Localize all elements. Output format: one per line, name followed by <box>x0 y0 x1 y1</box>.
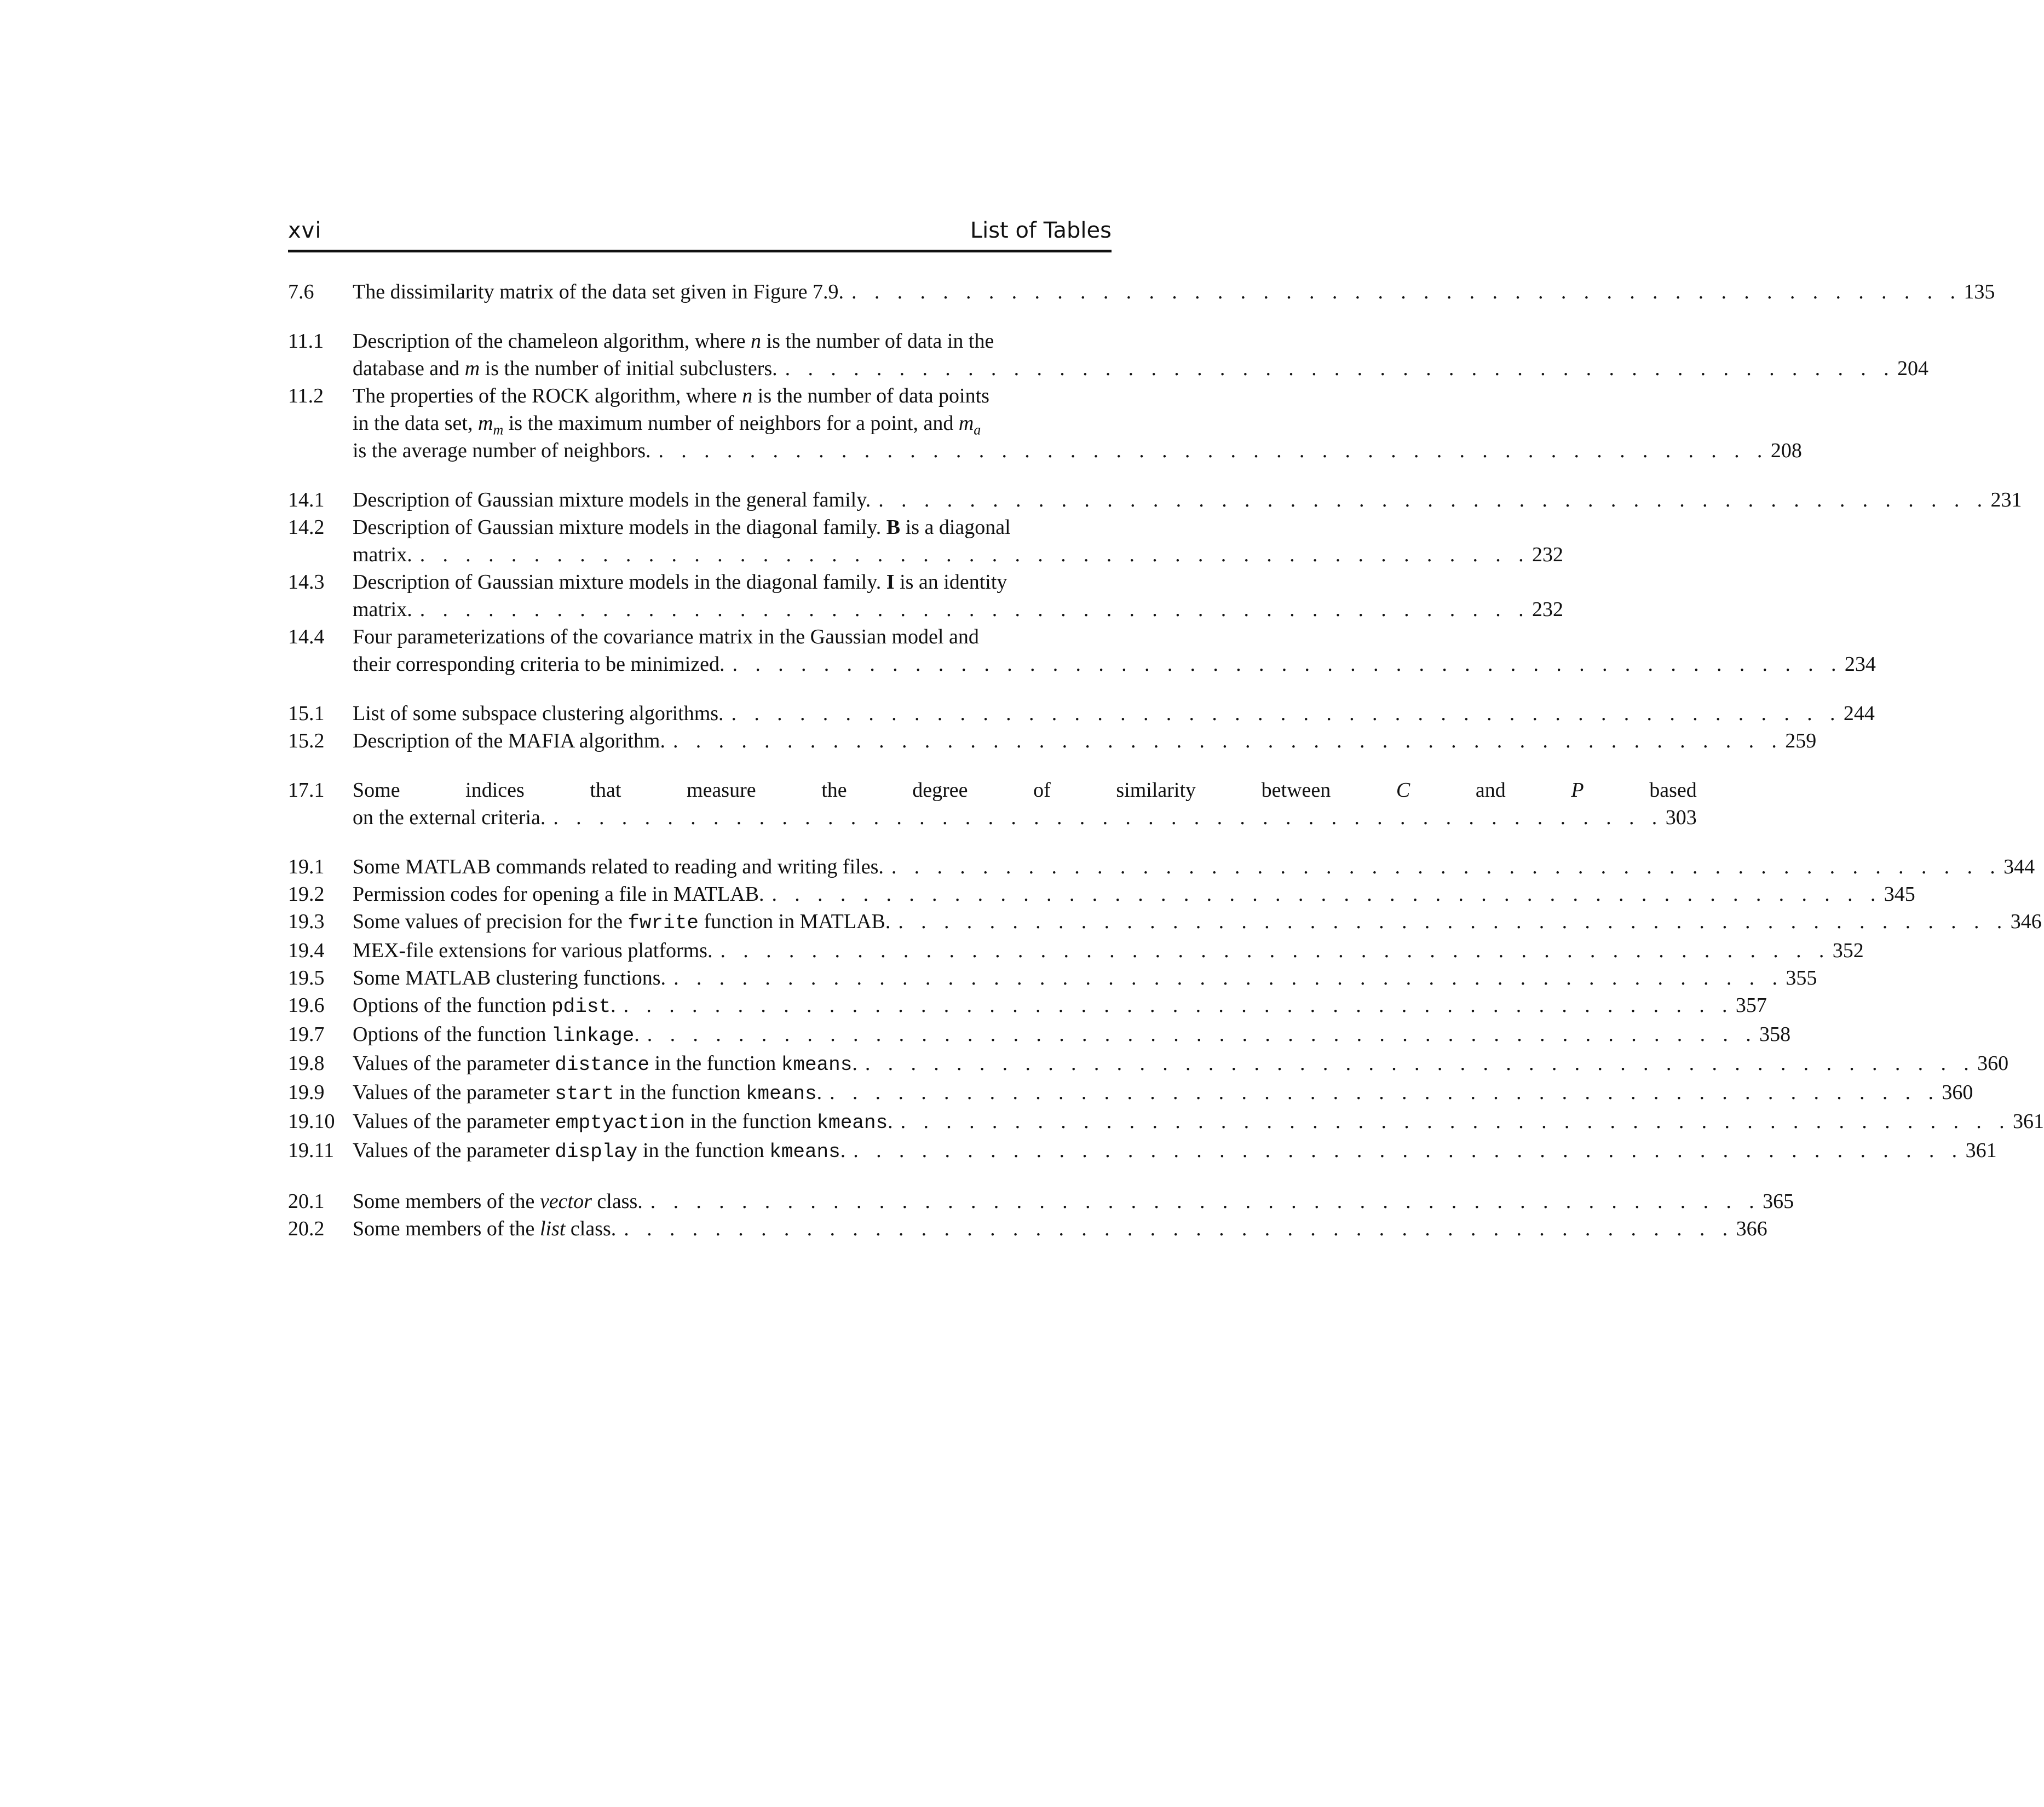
table-number: 15.1 <box>288 702 325 725</box>
leader-dots: . . . . . . . . . . . . . . . . . . . . . . . . . . . . . . . . . . . . . . . . . . . . . . . . . <box>623 994 1734 1017</box>
page-ref: 231 <box>1990 488 2022 511</box>
table-number: 19.7 <box>288 1023 325 1046</box>
table-number: 19.8 <box>288 1052 325 1075</box>
leader-dots: . . . . . . . . . . . . . . . . . . . . . . . . . . . . . . . . . . . . . . . . . . . . . . . . . <box>673 966 1784 989</box>
list-item <box>288 1108 2044 1137</box>
list-item <box>288 908 2042 937</box>
table-caption: Description of Gaussian mixture models in the general family. <box>353 488 871 511</box>
list-of-tables <box>288 278 2044 1264</box>
table-caption: Some MATLAB clustering functions. <box>353 966 666 989</box>
page-ref: 355 <box>1786 966 1817 989</box>
table-caption: The dissimilarity matrix of the data set given in Figure 7.9. <box>353 280 844 303</box>
table-number: 14.2 <box>288 516 325 539</box>
table-number: 19.3 <box>288 910 325 933</box>
leader-dots: . . . . . . . . . . . . . . . . . . . . . . . . . . . . . . . . . . . . . . . . . . . . . . . . . <box>865 1052 1976 1075</box>
table-number: 19.5 <box>288 966 325 989</box>
page-ref: 232 <box>1532 598 1564 621</box>
table-caption: Permission codes for opening a file in MATLAB. <box>353 883 764 906</box>
table-caption: Description of Gaussian mixture models in the diagonal family. I is an identity <box>353 571 1007 594</box>
table-caption: Some members of the list class. <box>353 1217 617 1240</box>
page-ref: 344 <box>2003 855 2035 878</box>
list-item <box>288 992 1767 1021</box>
table-number: 19.10 <box>288 1110 335 1133</box>
table-number: 7.6 <box>288 280 314 303</box>
page-ref: 361 <box>1965 1139 1997 1162</box>
table-caption: Values of the parameter display in the function kmeans. <box>353 1139 846 1163</box>
chapter-19-group <box>288 853 2044 1166</box>
list-item <box>288 486 2022 514</box>
table-number: 20.2 <box>288 1217 325 1240</box>
table-caption: Values of the parameter distance in the function kmeans. <box>353 1052 857 1076</box>
chapter-7-group <box>288 278 1995 306</box>
table-number: 15.2 <box>288 729 325 752</box>
table-caption: Some values of precision for the fwrite function in MATLAB. <box>353 910 891 934</box>
chapter-14-group <box>288 486 2022 678</box>
leader-dots: . . . . . . . . . . . . . . . . . . . . . . . . . . . . . . . . . . . . . . . . . . . . . . . . . <box>731 702 1841 725</box>
leader-dots: . . . . . . . . . . . . . . . . . . . . . . . . . . . . . . . . . . . . . . . . . . . . . . . . . <box>853 1139 1964 1162</box>
page-ref: 234 <box>1844 653 1876 676</box>
list-item <box>288 964 1817 992</box>
list-item <box>288 776 1697 831</box>
running-title: List of Tables <box>970 218 1112 243</box>
table-caption-end: matrix. <box>353 598 412 621</box>
page-ref: 135 <box>1964 280 1995 303</box>
leader-dots: . . . . . . . . . . . . . . . . . . . . . . . . . . . . . . . . . . . . . . . . . . . . . . . . . <box>658 439 1769 462</box>
table-caption: Some members of the vector class. <box>353 1190 643 1213</box>
table-caption: List of some subspace clustering algorithms. <box>353 702 724 725</box>
table-number: 19.6 <box>288 994 325 1017</box>
list-item <box>288 1137 1997 1166</box>
list-item <box>288 1079 1973 1108</box>
leader-dots: . . . . . . . . . . . . . . . . . . . . . . . . . . . . . . . . . . . . . . . . . . . . . . . . . <box>553 806 1663 829</box>
leader-dots: . . . . . . . . . . . . . . . . . . . . . . . . . . . . . . . . . . . . . . . . . . . . . . . . . <box>785 357 1895 380</box>
list-item <box>288 1215 1767 1242</box>
page-ref: 346 <box>2010 910 2042 933</box>
page-ref: 358 <box>1759 1023 1791 1046</box>
table-caption: Some indices that measure the degree of similarity between C and P based <box>353 779 1697 802</box>
table-caption-end: database and m is the number of initial subclusters. <box>353 357 778 380</box>
table-number: 14.1 <box>288 488 325 511</box>
table-caption: Options of the function linkage. <box>353 1023 640 1047</box>
list-item <box>288 568 1564 623</box>
table-caption: Options of the function pdist. <box>353 994 616 1018</box>
leader-dots: . . . . . . . . . . . . . . . . . . . . . . . . . . . . . . . . . . . . . . . . . . . . . . . . . <box>647 1023 1758 1046</box>
list-item <box>288 514 1564 568</box>
leader-dots: . . . . . . . . . . . . . . . . . . . . . . . . . . . . . . . . . . . . . . . . . . . . . . . . . <box>771 883 1882 906</box>
leader-dots: . . . . . . . . . . . . . . . . . . . . . . . . . . . . . . . . . . . . . . . . . . . . . . . . . <box>419 598 1530 621</box>
table-number: 19.11 <box>288 1139 335 1162</box>
leader-dots: . . . . . . . . . . . . . . . . . . . . . . . . . . . . . . . . . . . . . . . . . . . . . . . . . <box>624 1217 1734 1240</box>
page-ref: 259 <box>1785 729 1817 752</box>
list-item: 11.2 The properties of the ROCK algorithm, where n is the number of data points in the data set, $m_m$ is the maximum number of neighbors for a point, and $m_a$ is the average number of neighbors. . . . . . . . . . . . . . . . . . . . . . . . . . . . . . . . . . . . . . . . . . . . . . . . . . 208 <box>288 382 1112 464</box>
leader-dots: . . . . . . . . . . . . . . . . . . . . . . . . . . . . . . . . . . . . . . . . . . . . . . . . . <box>898 910 2008 933</box>
running-header <box>288 216 1112 252</box>
leader-dots: . . . . . . . . . . . . . . . . . . . . . . . . . . . . . . . . . . . . . . . . . . . . . . . . . <box>419 543 1530 566</box>
table-number: 19.4 <box>288 939 325 962</box>
page-ref: 360 <box>1977 1052 2009 1075</box>
table-caption: The properties of the ROCK algorithm, where n is the number of data points <box>353 384 989 407</box>
table-caption: Values of the parameter start in the function kmeans. <box>353 1081 822 1105</box>
list-item <box>288 937 1864 964</box>
leader-dots: . . . . . . . . . . . . . . . . . . . . . . . . . . . . . . . . . . . . . . . . . . . . . . . . . <box>672 729 1783 752</box>
leader-dots: . . . . . . . . . . . . . . . . . . . . . . . . . . . . . . . . . . . . . . . . . . . . . . . . . <box>830 1081 1940 1104</box>
table-caption: Description of the chameleon algorithm, where n is the number of data in the <box>353 330 994 353</box>
list-item <box>288 1021 1791 1050</box>
page-ref: 232 <box>1532 543 1564 566</box>
list-item <box>288 700 1875 727</box>
leader-dots: . . . . . . . . . . . . . . . . . . . . . . . . . . . . . . . . . . . . . . . . . . . . . . . . . <box>900 1110 2011 1133</box>
leader-dots: . . . . . . . . . . . . . . . . . . . . . . . . . . . . . . . . . . . . . . . . . . . . . . . . . <box>720 939 1830 962</box>
page-ref: 366 <box>1736 1217 1767 1240</box>
list-item <box>288 853 2035 881</box>
page-ref: 352 <box>1832 939 1864 962</box>
leader-dots: . . . . . . . . . . . . . . . . . . . . . . . . . . . . . . . . . . . . . . . . . . . . . . . . . <box>878 488 1989 511</box>
list-item <box>288 1188 1794 1215</box>
page-ref: 365 <box>1763 1190 1794 1213</box>
page-ref: 244 <box>1843 702 1875 725</box>
table-caption: Some MATLAB commands related to reading and writing files. <box>353 855 884 878</box>
table-number: 17.1 <box>288 779 325 802</box>
list-item <box>288 623 1876 678</box>
chapter-11-group <box>288 327 1928 464</box>
table-number: 14.3 <box>288 571 325 594</box>
table-caption: Description of Gaussian mixture models in the diagonal family. B is a diagonal <box>353 516 1011 539</box>
table-caption: Description of the MAFIA algorithm. <box>353 729 665 752</box>
table-number: 19.9 <box>288 1081 325 1104</box>
table-number: 14.4 <box>288 625 325 648</box>
table-number: 20.1 <box>288 1190 325 1213</box>
leader-dots: . . . . . . . . . . . . . . . . . . . . . . . . . . . . . . . . . . . . . . . . . . . . . . . . . <box>650 1190 1761 1213</box>
list-item <box>288 278 1995 306</box>
list-item <box>288 881 1915 908</box>
page-ref: 360 <box>1942 1081 1973 1104</box>
list-item <box>288 327 1928 382</box>
table-caption-end: matrix. <box>353 543 412 566</box>
page-ref: 204 <box>1897 357 1928 380</box>
table-number: 11.1 <box>288 330 324 353</box>
table-number: 19.1 <box>288 855 325 878</box>
list-item <box>288 727 1817 755</box>
leader-dots: . . . . . . . . . . . . . . . . . . . . . . . . . . . . . . . . . . . . . . . . . . . . . . . . . <box>732 653 1843 676</box>
table-caption-end: is the average number of neighbors. <box>353 439 651 462</box>
table-number: 11.2 <box>288 384 324 407</box>
leader-dots: . . . . . . . . . . . . . . . . . . . . . . . . . . . . . . . . . . . . . . . . . . . . . . . . . <box>891 855 2002 878</box>
table-caption: MEX-file extensions for various platforms. <box>353 939 713 962</box>
page-ref: 303 <box>1665 806 1697 829</box>
page-ref: 208 <box>1770 439 1802 462</box>
list-item <box>288 1050 2009 1079</box>
page-number: xvi <box>288 218 322 243</box>
table-caption: Values of the parameter emptyaction in the function kmeans. <box>353 1110 893 1134</box>
chapter-15-group <box>288 700 1875 755</box>
chapter-17-group <box>288 776 1697 831</box>
page-ref: 345 <box>1884 883 1915 906</box>
table-number: 19.2 <box>288 883 325 906</box>
page-ref: 361 <box>2012 1110 2044 1133</box>
table-caption-end: on the external criteria. <box>353 806 546 829</box>
table-caption: Four parameterizations of the covariance matrix in the Gaussian model and <box>353 625 979 648</box>
leader-dots: . . . . . . . . . . . . . . . . . . . . . . . . . . . . . . . . . . . . . . . . . . . . . . . . . <box>851 280 1962 303</box>
page-ref: 357 <box>1735 994 1767 1017</box>
chapter-20-group <box>288 1188 1794 1242</box>
table-caption-end: their corresponding criteria to be minimized. <box>353 653 725 676</box>
